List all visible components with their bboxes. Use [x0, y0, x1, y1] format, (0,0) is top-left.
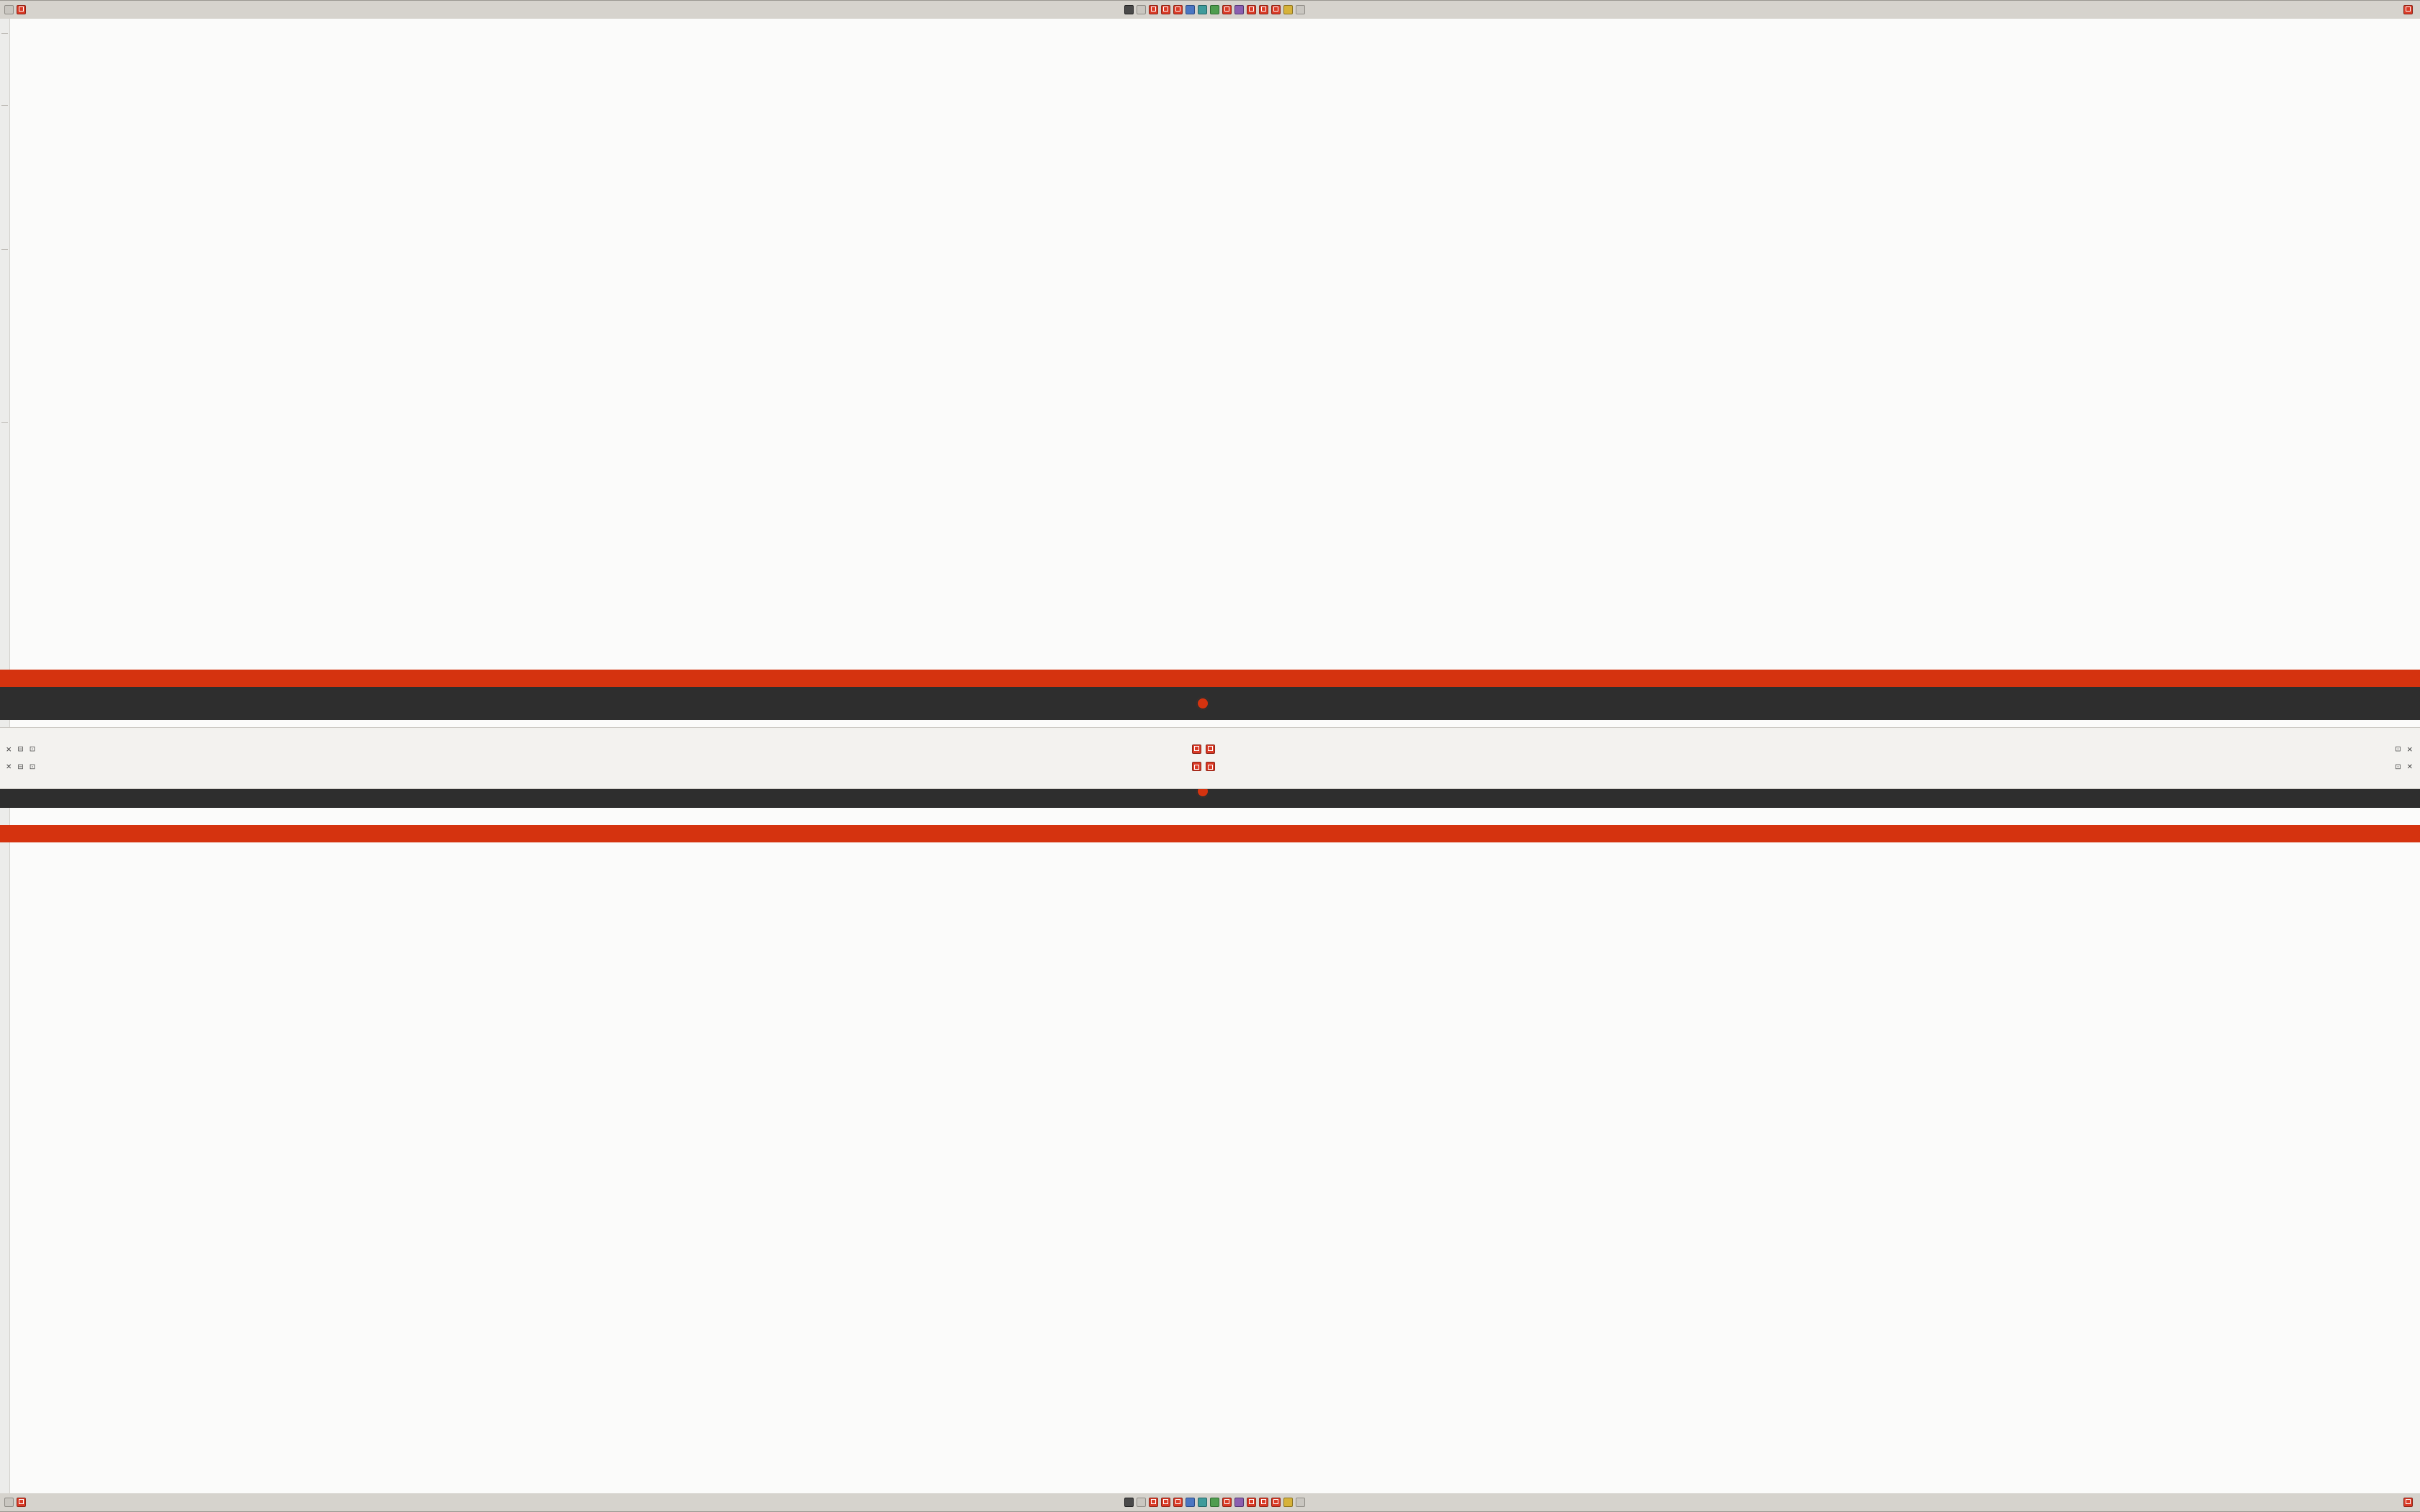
minimize-icon-left-2[interactable]: ⊟ [17, 763, 24, 771]
spikey-icon-1 [1196, 697, 1209, 710]
terminal-icon-bottom[interactable] [1124, 1498, 1134, 1507]
record-icon[interactable] [17, 5, 26, 14]
app-icon[interactable] [4, 5, 14, 14]
restore-icon-2[interactable]: ⊡ [2395, 763, 2401, 771]
top-bar-right-meta [2396, 5, 2420, 14]
mathematica-icon-7[interactable] [1271, 5, 1281, 14]
window-controls-right[interactable] [2395, 763, 2413, 771]
close-icon-bottom[interactable] [2403, 1498, 2413, 1507]
top-bar-left-status [0, 5, 33, 14]
notes-icon[interactable] [1283, 5, 1293, 14]
close-icon-right-2[interactable]: ✕ [2406, 763, 2413, 771]
mathematica-icon-5[interactable] [1247, 5, 1256, 14]
media-icon-bottom[interactable] [1234, 1498, 1244, 1507]
files-icon-bottom[interactable] [1137, 1498, 1146, 1507]
files-icon[interactable] [1137, 5, 1146, 14]
mathematica-icon-b2[interactable] [1161, 1498, 1170, 1507]
mathematica-icon-b7[interactable] [1271, 1498, 1281, 1507]
mathematica-icon-b4[interactable] [1222, 1498, 1232, 1507]
window-controls-left[interactable] [6, 763, 35, 771]
mathematica-icon-b5[interactable] [1247, 1498, 1256, 1507]
notebook-top-half [0, 19, 2420, 670]
midstrip-badges-mirrored[interactable] [1192, 744, 1215, 754]
mathematica-icon-mid-3[interactable] [1192, 762, 1201, 771]
bottom-system-bar[interactable] [0, 1493, 2420, 1512]
maximize-icon-left-1[interactable]: ⊡ [29, 744, 36, 752]
close-icon-left-2[interactable]: ✕ [6, 763, 12, 771]
bottom-bar-tray[interactable] [1120, 1498, 1309, 1507]
sheet-icon-bottom[interactable] [1210, 1498, 1219, 1507]
media-icon[interactable] [1234, 5, 1244, 14]
top-bar-tray[interactable] [1120, 5, 1309, 14]
notes-icon-bottom[interactable] [1283, 1498, 1293, 1507]
minimize-icon-left-1[interactable]: ⊟ [17, 744, 24, 752]
record-icon-bottom[interactable] [17, 1498, 26, 1507]
bottom-bar-right-meta [2396, 1498, 2420, 1507]
red-band-top [0, 670, 2420, 687]
bottom-bar-left-status [0, 1498, 33, 1507]
editor-icon-bottom[interactable] [1198, 1498, 1207, 1507]
mathematica-icon-b3[interactable] [1173, 1498, 1183, 1507]
mathematica-icon-2[interactable] [1161, 5, 1170, 14]
mathematica-icon-4[interactable] [1222, 5, 1232, 14]
wolfram-banner-mirrored [0, 687, 2420, 720]
red-band-bottom [0, 825, 2420, 842]
notebook-bottom-half [0, 842, 2420, 1493]
wolfram-logo-mirrored [1196, 697, 1224, 710]
window-controls-left-mirrored[interactable] [6, 744, 35, 752]
top-system-bar[interactable] [0, 0, 2420, 19]
browser-icon-bottom[interactable] [1186, 1498, 1195, 1507]
mathematica-icon-b6[interactable] [1259, 1498, 1268, 1507]
maximize-icon-left-2[interactable]: ⊡ [29, 763, 36, 771]
close-icon[interactable] [2403, 5, 2413, 14]
terminal-icon[interactable] [1124, 5, 1134, 14]
mathematica-icon-mid-2[interactable] [1206, 744, 1215, 754]
restore-icon-1[interactable]: ⊡ [2395, 744, 2401, 752]
mathematica-icon-b1[interactable] [1149, 1498, 1158, 1507]
app-icon-bottom[interactable] [4, 1498, 14, 1507]
editor-icon[interactable] [1198, 5, 1207, 14]
mathematica-icon-mid-4[interactable] [1206, 762, 1215, 771]
midstrip-badges[interactable] [1192, 762, 1215, 771]
sheet-icon[interactable] [1210, 5, 1219, 14]
browser-icon[interactable] [1186, 5, 1195, 14]
close-icon-right-1[interactable]: ✕ [2406, 744, 2413, 752]
mathematica-icon-1[interactable] [1149, 5, 1158, 14]
settings-icon-bottom[interactable] [1296, 1498, 1305, 1507]
mathematica-icon-6[interactable] [1259, 5, 1268, 14]
mathematica-icon-3[interactable] [1173, 5, 1183, 14]
close-icon-left-1[interactable]: ✕ [6, 744, 12, 752]
mathematica-icon-mid-1[interactable] [1192, 744, 1201, 754]
window-controls-right-mirrored[interactable] [2395, 744, 2413, 752]
settings-icon[interactable] [1296, 5, 1305, 14]
